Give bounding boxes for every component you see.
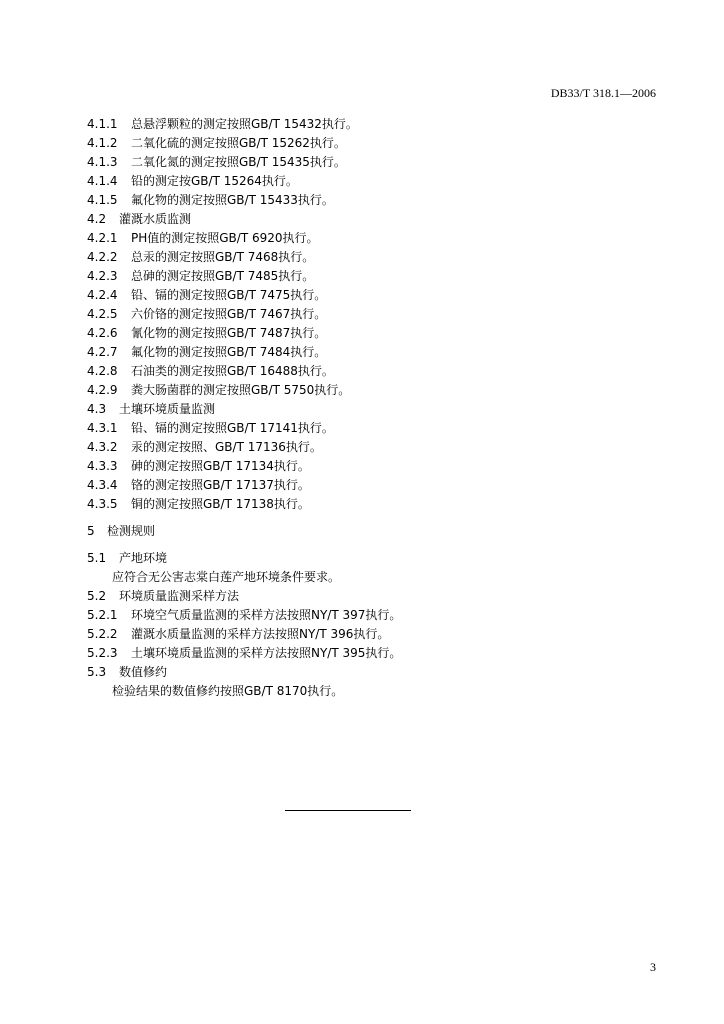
document-body [87, 115, 667, 701]
section-title: 产地环境 [119, 551, 168, 565]
section-number: 4.3 [87, 402, 107, 416]
section-number: 4.2 [87, 212, 107, 226]
clause-number: 4.2.6 [87, 326, 118, 340]
clause-number: 4.1.2 [87, 136, 118, 150]
clause-text: 二氧化氮的测定按照GB/T 15435执行。 [131, 155, 346, 169]
clause-4-1-2 [87, 134, 667, 153]
chapter-number: 5 [87, 524, 95, 538]
chapter-title: 检测规则 [107, 524, 156, 538]
section-heading-4-2 [87, 210, 667, 229]
page-number: 3 [650, 960, 656, 974]
clause-text: 氰化物的测定按照GB/T 7487执行。 [131, 326, 327, 340]
clause-text: 土壤环境质量监测的采样方法按照NY/T 395执行。 [131, 646, 402, 660]
clause-number: 4.1.4 [87, 174, 118, 188]
clause-number: 4.2.8 [87, 364, 118, 378]
clause-text: 石油类的测定按照GB/T 16488执行。 [131, 364, 334, 378]
section-heading-5-1 [87, 549, 667, 568]
clause-4-2-4 [87, 286, 667, 305]
section-title: 灌溉水质监测 [119, 212, 192, 226]
clause-text: 总汞的测定按照GB/T 7468执行。 [131, 250, 315, 264]
clause-number: 4.2.5 [87, 307, 118, 321]
clause-4-1-1 [87, 115, 667, 134]
section-heading-4-3 [87, 400, 667, 419]
clause-4-1-5 [87, 191, 667, 210]
section-title: 数值修约 [119, 665, 168, 679]
standard-code-header: DB33/T 318.1—2006 [550, 86, 656, 100]
clause-number: 5.2.2 [87, 627, 118, 641]
clause-number: 4.1.5 [87, 193, 118, 207]
clause-text: 铜的测定按照GB/T 17138执行。 [131, 497, 310, 511]
paragraph-text: 检验结果的数值修约按照GB/T 8170执行。 [112, 684, 344, 698]
clause-text: 环境空气质量监测的采样方法按照NY/T 397执行。 [131, 608, 402, 622]
clause-number: 4.3.3 [87, 459, 118, 473]
section-number: 5.2 [87, 589, 107, 603]
clause-number: 4.2.1 [87, 231, 118, 245]
clause-number: 4.3.5 [87, 497, 118, 511]
clause-4-3-2 [87, 438, 667, 457]
clause-number: 4.2.7 [87, 345, 118, 359]
clause-number: 4.1.3 [87, 155, 118, 169]
clause-4-1-3 [87, 153, 667, 172]
clause-number: 4.1.1 [87, 117, 118, 131]
clause-4-2-2 [87, 248, 667, 267]
clause-number: 4.2.4 [87, 288, 118, 302]
clause-4-1-4 [87, 172, 667, 191]
clause-text: 汞的测定按照、GB/T 17136执行。 [131, 440, 322, 454]
section-title: 环境质量监测采样方法 [119, 589, 240, 603]
clause-4-2-7 [87, 343, 667, 362]
clause-number: 4.2.2 [87, 250, 118, 264]
clause-text: 二氧化硫的测定按照GB/T 15262执行。 [131, 136, 346, 150]
clause-text: 粪大肠菌群的测定按照GB/T 5750执行。 [131, 383, 351, 397]
clause-text: 六价铬的测定按照GB/T 7467执行。 [131, 307, 327, 321]
paragraph-5-1 [87, 568, 667, 587]
clause-number: 4.3.1 [87, 421, 118, 435]
chapter-heading-5 [87, 522, 667, 541]
clause-4-2-1 [87, 229, 667, 248]
end-of-document-rule [285, 810, 411, 811]
section-title: 土壤环境质量监测 [119, 402, 216, 416]
clause-4-2-9 [87, 381, 667, 400]
clause-text: 氟化物的测定按照GB/T 7484执行。 [131, 345, 327, 359]
clause-4-3-5 [87, 495, 667, 514]
clause-4-3-3 [87, 457, 667, 476]
clause-text: 总砷的测定按照GB/T 7485执行。 [131, 269, 315, 283]
clause-number: 4.2.9 [87, 383, 118, 397]
clause-4-3-4 [87, 476, 667, 495]
section-number: 5.3 [87, 665, 107, 679]
clause-5-2-1 [87, 606, 667, 625]
clause-number: 4.2.3 [87, 269, 118, 283]
clause-number: 4.3.4 [87, 478, 118, 492]
clause-text: 氟化物的测定按照GB/T 15433执行。 [131, 193, 334, 207]
clause-text: 灌溉水质量监测的采样方法按照NY/T 396执行。 [131, 627, 390, 641]
clause-number: 5.2.3 [87, 646, 118, 660]
clause-number: 5.2.1 [87, 608, 118, 622]
paragraph-5-3 [87, 682, 667, 701]
clause-4-3-1 [87, 419, 667, 438]
clause-text: 铅、镉的测定按照GB/T 17141执行。 [131, 421, 334, 435]
section-number: 5.1 [87, 551, 107, 565]
clause-4-2-5 [87, 305, 667, 324]
clause-4-2-8 [87, 362, 667, 381]
clause-text: 总悬浮颗粒的测定按照GB/T 15432执行。 [131, 117, 358, 131]
clause-number: 4.3.2 [87, 440, 118, 454]
section-heading-5-2 [87, 587, 667, 606]
clause-text: 铅的测定按GB/T 15264执行。 [131, 174, 298, 188]
clause-text: PH值的测定按照GB/T 6920执行。 [131, 231, 319, 245]
clause-text: 砷的测定按照GB/T 17134执行。 [131, 459, 310, 473]
clause-text: 铅、镉的测定按照GB/T 7475执行。 [131, 288, 327, 302]
clause-text: 铬的测定按照GB/T 17137执行。 [131, 478, 310, 492]
section-heading-5-3 [87, 663, 667, 682]
clause-5-2-3 [87, 644, 667, 663]
clause-5-2-2 [87, 625, 667, 644]
clause-4-2-6 [87, 324, 667, 343]
paragraph-text: 应符合无公害志棠白莲产地环境条件要求。 [112, 570, 341, 584]
clause-4-2-3 [87, 267, 667, 286]
